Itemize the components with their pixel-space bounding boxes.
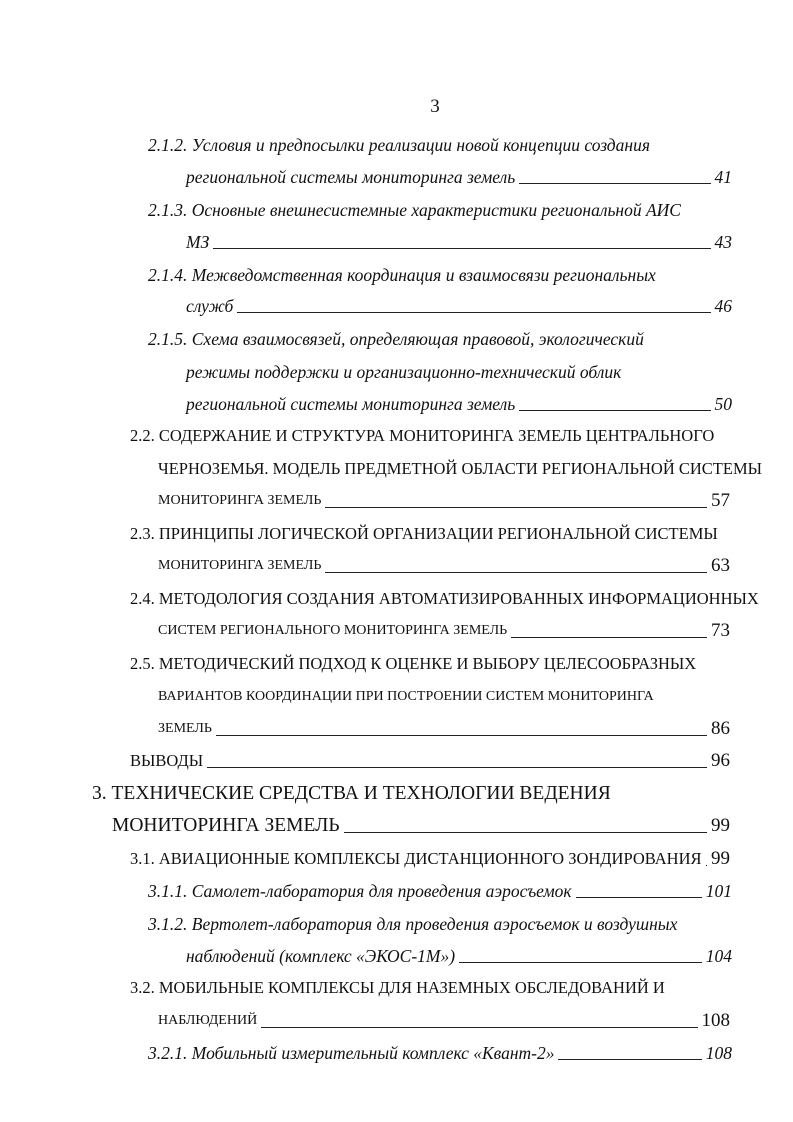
toc-entry-2-1-5-line2[interactable]: режимы поддержки и организационно-технический облик bbox=[186, 362, 622, 382]
toc-entry-2-4-line2[interactable]: СИСТЕМ РЕГИОНАЛЬНОГО МОНИТОРИНГА ЗЕМЕЛЬ 73 bbox=[158, 618, 730, 644]
toc-entry-2-1-4-line2[interactable]: служб 46 bbox=[186, 293, 732, 319]
toc-page-number: 43 bbox=[714, 232, 732, 252]
toc-entry-3-2-1[interactable]: 3.2.1. Мобильный измерительный комплекс «Квант-2» 108 bbox=[148, 1040, 732, 1066]
toc-entry-3-2-line1[interactable]: 3.2. МОБИЛЬНЫЕ КОМПЛЕКСЫ ДЛЯ НАЗЕМНЫХ ОБСЛЕДОВАНИЙ И bbox=[130, 978, 665, 997]
dot-leader bbox=[207, 766, 707, 768]
toc-entry-2-3-line1[interactable]: 2.3. ПРИНЦИПЫ ЛОГИЧЕСКОЙ ОРГАНИЗАЦИИ РЕГИОНАЛЬНОЙ СИСТЕМЫ bbox=[130, 524, 718, 543]
toc-page-number: 108 bbox=[701, 1010, 730, 1031]
dot-leader bbox=[519, 182, 710, 184]
dot-leader bbox=[344, 831, 707, 833]
toc-entry-2-1-2-line2[interactable]: региональной системы мониторинга земель 41 bbox=[186, 164, 732, 190]
toc-page-number: 96 bbox=[711, 750, 730, 771]
dot-leader bbox=[325, 506, 707, 508]
toc-entry-conclusions[interactable]: ВЫВОДЫ 96 bbox=[130, 748, 730, 774]
toc-page-number: 86 bbox=[711, 718, 730, 739]
toc-page-number: 63 bbox=[711, 555, 730, 576]
dot-leader bbox=[576, 896, 702, 898]
dot-leader bbox=[237, 311, 710, 313]
dot-leader bbox=[216, 734, 707, 736]
dot-leader bbox=[325, 571, 707, 573]
toc-page-number: 46 bbox=[714, 296, 732, 316]
toc-entry-2-5-line1[interactable]: 2.5. МЕТОДИЧЕСКИЙ ПОДХОД К ОЦЕНКЕ И ВЫБОРУ ЦЕЛЕСООБРАЗНЫХ bbox=[130, 654, 697, 673]
toc-page-number: 99 bbox=[711, 815, 730, 836]
toc-page-number: 104 bbox=[705, 946, 732, 966]
toc-entry-2-1-5-line3[interactable]: региональной системы мониторинга земель 50 bbox=[186, 391, 732, 417]
dot-leader bbox=[519, 409, 710, 411]
dot-leader bbox=[213, 247, 710, 249]
toc-entry-2-2-line3[interactable]: МОНИТОРИНГА ЗЕМЕЛЬ 57 bbox=[158, 488, 730, 514]
dot-leader bbox=[558, 1058, 701, 1060]
toc-entry-2-5-line2[interactable]: ВАРИАНТОВ КООРДИНАЦИИ ПРИ ПОСТРОЕНИИ СИСТЕМ МОНИТОРИНГА bbox=[158, 689, 654, 704]
toc-entry-2-1-2-line1[interactable]: 2.1.2. Условия и предпосылки реализации новой концепции создания bbox=[148, 135, 650, 155]
toc-page-number: 73 bbox=[711, 620, 730, 641]
toc-page-number: 108 bbox=[705, 1043, 732, 1063]
toc-entry-3-1[interactable]: 3.1. АВИАЦИОННЫЕ КОМПЛЕКСЫ ДИСТАНЦИОННОГО ЗОНДИРОВАНИЯ 99 bbox=[130, 846, 730, 872]
toc-entry-2-1-3-line1[interactable]: 2.1.3. Основные внешнесистемные характеристики региональной АИС bbox=[148, 200, 681, 220]
toc-entry-2-1-5-line1[interactable]: 2.1.5. Схема взаимосвязей, определяющая правовой, экологический bbox=[148, 329, 644, 349]
toc-entry-3-1-2-line2[interactable]: наблюдений (комплекс «ЭКОС-1М») 104 bbox=[186, 943, 732, 969]
dot-leader bbox=[706, 864, 708, 866]
toc-entry-3-1-1[interactable]: 3.1.1. Самолет-лаборатория для проведения аэросъемок 101 bbox=[148, 878, 732, 904]
toc-chapter-3-line1[interactable]: 3. ТЕХНИЧЕСКИЕ СРЕДСТВА И ТЕХНОЛОГИИ ВЕДЕНИЯ bbox=[92, 783, 611, 804]
dot-leader bbox=[261, 1026, 697, 1028]
toc-chapter-3-line2[interactable]: МОНИТОРИНГА ЗЕМЕЛЬ 99 bbox=[112, 813, 730, 839]
toc-page-number: 50 bbox=[714, 394, 732, 414]
toc-page-number: 41 bbox=[714, 167, 732, 187]
toc-entry-3-2-line2[interactable]: НАБЛЮДЕНИЙ 108 bbox=[158, 1008, 730, 1034]
page-number: 3 bbox=[430, 96, 440, 117]
toc-entry-2-3-line2[interactable]: МОНИТОРИНГА ЗЕМЕЛЬ 63 bbox=[158, 553, 730, 579]
toc-page-number: 99 bbox=[711, 848, 730, 869]
toc-entry-2-5-line3[interactable]: ЗЕМЕЛЬ 86 bbox=[158, 716, 730, 742]
toc-page-number: 101 bbox=[705, 881, 732, 901]
dot-leader bbox=[459, 961, 702, 963]
toc-entry-2-2-line2[interactable]: ЧЕРНОЗЕМЬЯ. МОДЕЛЬ ПРЕДМЕТНОЙ ОБЛАСТИ РЕГИОНАЛЬНОЙ СИСТЕМЫ bbox=[158, 459, 763, 478]
toc-entry-2-1-4-line1[interactable]: 2.1.4. Межведомственная координация и взаимосвязи региональных bbox=[148, 265, 656, 285]
toc-entry-2-1-3-line2[interactable]: МЗ 43 bbox=[186, 229, 732, 255]
toc-page-number: 57 bbox=[711, 490, 730, 511]
toc-entry-2-4-line1[interactable]: 2.4. МЕТОДОЛОГИЯ СОЗДАНИЯ АВТОМАТИЗИРОВАННЫХ ИНФОРМАЦИОННЫХ bbox=[130, 589, 759, 608]
toc-entry-2-2-line1[interactable]: 2.2. СОДЕРЖАНИЕ И СТРУКТУРА МОНИТОРИНГА ЗЕМЕЛЬ ЦЕНТРАЛЬНОГО bbox=[130, 426, 715, 445]
dot-leader bbox=[511, 636, 707, 638]
toc-entry-3-1-2-line1[interactable]: 3.1.2. Вертолет-лаборатория для проведения аэросъемок и воздушных bbox=[148, 914, 678, 934]
